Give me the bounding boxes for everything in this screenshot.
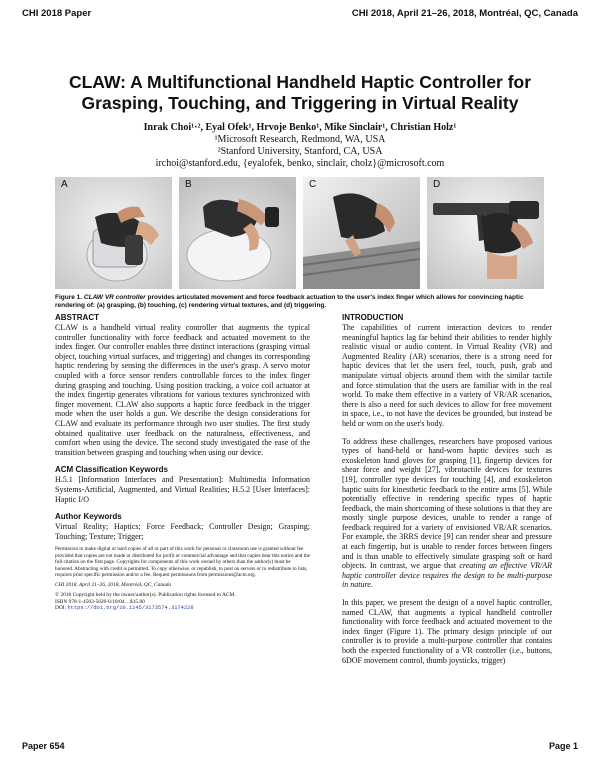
panel-label: A <box>61 179 68 190</box>
figure-1 <box>55 177 545 289</box>
acm-text: H.5.1 [Information Interfaces and Presentation]: Multimedia Information Systems-Artificial, Augmented, and Virtual Realities; H.5.2 [User Interfaces]: Haptic I/O <box>55 475 310 504</box>
paper-title <box>30 72 570 114</box>
figure-panel-b <box>179 177 296 289</box>
permission-notice: Permission to make digital or hard copies of all or part of this work for personal or classroom use is granted without fee provided that copies are not made or distributed for profit or commercial advantage and that copies bear this notice and the full citation on the first page. Copyrights for components of this work owned by others than the author(s) must be honored. Abstracting with credit is permitted. To copy otherwise, or republish, to post on servers or to redistribute to lists, requires prior specific permission and/or a fee. Request permissions from permissions@acm.org. <box>55 546 310 578</box>
running-header-left: CHI 2018 Paper <box>22 8 92 19</box>
footer-page-number: Page 1 <box>548 741 578 751</box>
doi-line <box>55 605 310 612</box>
doi-label: DOI: <box>55 605 68 612</box>
running-header-right: CHI 2018, April 21–26, 2018, Montréal, QC, Canada <box>351 8 578 19</box>
intro-paragraph-3: In this paper, we present the design of a novel haptic controller, named CLAW, that augments a typical handheld controller functionality with force feedback and actuated movement to the index finger (Figure 1). The primary design principle of our controller is to provide a multi-purpose controller that contains both the expected functionality of a VR controller (i.e., buttons, 6DOF movement control, thumb joysticks, trigger) <box>342 598 552 665</box>
grasping-photo <box>55 177 172 289</box>
caption-device-name: CLAW VR controller <box>83 294 146 301</box>
panel-label: C <box>309 179 317 190</box>
caption-lead: Figure 1. <box>55 294 84 301</box>
footer-paper-number: Paper 654 <box>22 741 65 751</box>
conference-line: CHI 2018, April 21–26, 2018, Montréal, QC, Canada <box>55 582 172 589</box>
keywords-text: Virtual Reality; Haptics; Force Feedback; Controller Design; Grasping; Touching; Texture; Trigger; <box>55 522 310 541</box>
figure-panel-a <box>55 177 172 289</box>
title-line-2: Grasping, Touching, and Triggering in Virtual Reality <box>81 93 519 113</box>
keywords-heading: Author Keywords <box>55 512 122 522</box>
introduction-heading: INTRODUCTION <box>342 313 404 322</box>
right-column <box>342 313 552 665</box>
panel-label: D <box>433 179 441 190</box>
intro-paragraph-1: The capabilities of current interaction devices to render meaningful haptics lag far behind their abilities to render highly realistic visual or audio content. In Virtual Reality (VR) and Augmented Reality (AR) scenarios, there is a strong need for haptic devices that let the users feel, touch, push, grab and manipulate virtual objects around them with the similar tactile and force stimulation that the users are familiar with in the real world. To make them effective in a variety of VR/AR scenarios, there is also a need for such devices to allow for free movement in space, i.e., to not have the devices be grounded, but instead be held or worn on the user's body. <box>342 323 552 428</box>
intro-paragraph-2-end: . <box>370 580 373 590</box>
affiliation-1: ¹Microsoft Research, Redmond, WA, USA <box>214 134 386 145</box>
author-block <box>30 122 570 170</box>
figure-panel-c <box>303 177 420 289</box>
title-line-1: CLAW: A Multifunctional Handheld Haptic Controller for <box>68 72 532 92</box>
abstract-text: CLAW is a handheld virtual reality controller that augments the typical controller functionality with force feedback and actuated movement to the index finger. Our controller enables three distinct interactions (grasping virtual object, touching virtual surfaces, and triggering) and changes its corresponding haptic rendering by sensing the differences in the user's grasp. A servo motor coupled with a force sensor renders controllable forces to the index finger during grasping and touching. Using position tracking, a voice coil actuator at the index fingertip generates vibrations for various textures synchronized with finger movement. CLAW also supports a haptic force feedback in the trigger mode when the user holds a gun. We describe the design considerations for CLAW and evaluate its performance through two user studies. The first study obtained qualitative user feedback on the naturalness, effectiveness, and comfort when using the device. The second study investigated the ease of the transition between grasping and touching when using our device. <box>55 323 310 457</box>
triggering-photo <box>427 177 544 289</box>
doi-link[interactable]: https://doi.org/10.1145/3173574.3174228 <box>67 605 194 612</box>
author-emails: irchoi@stanford.edu, {eyalofek, benko, sinclair, cholz}@microsoft.com <box>155 158 445 169</box>
figure-caption <box>55 294 555 310</box>
copyright-line: © 2018 Copyright held by the owner/author(s). Publication rights licensed to ACM. <box>55 591 236 598</box>
intro-emphasis: creating an effective VR/AR haptic controller device requires the design to be multi-purpose in nature <box>342 561 553 590</box>
author-names: Inrak Choi¹·², Eyal Ofek¹, Hrvoje Benko¹, Mike Sinclair¹, Christian Holz¹ <box>143 122 457 133</box>
left-column <box>55 313 310 612</box>
panel-label: B <box>185 179 192 190</box>
affiliation-2: ²Stanford University, Stanford, CA, USA <box>217 146 383 157</box>
intro-paragraph-2-text: To address these challenges, researchers have proposed various types of hand-held or hand-worn haptic devices such as exoskeleton hand gloves for grasping [1], fingertip devices for shear force and weight [27], vibrotactile devices for textures [19], controller type devices for touching [4], and exoskeleton haptic suits for kinesthetic feedback to the entire arms [5]. While potentially effective in rendering specific types of haptic feedback, the main shortcoming of these solutions is that they are mostly single purpose devices, unable to render a range of feedback required for a variety of envisioned VR/AR scenarios. For example, the 3RRS device [9] can render shear and pressure at each fingertip, but is unable to render forces between fingers and is thus unable to effectively simulate grasping soft or hard objects. In contrast, we argue that <box>342 436 552 571</box>
abstract-heading: ABSTRACT <box>55 313 99 322</box>
touching-photo <box>179 177 296 289</box>
isbn-line: ISBN 978-1-4503-5620-6/18/04…$15.00 <box>55 598 145 605</box>
figure-panel-d <box>427 177 544 289</box>
caption-text: provides articulated movement and force feedback actuation to the user's index finger which allows for convincing haptic rendering of: (a) grasping, (b) touching, (c) rendering virtual textures, and (d) triggering. <box>55 294 524 309</box>
intro-paragraph-2 <box>342 437 552 591</box>
acm-heading: ACM Classification Keywords <box>55 465 168 475</box>
texture-photo <box>303 177 420 289</box>
